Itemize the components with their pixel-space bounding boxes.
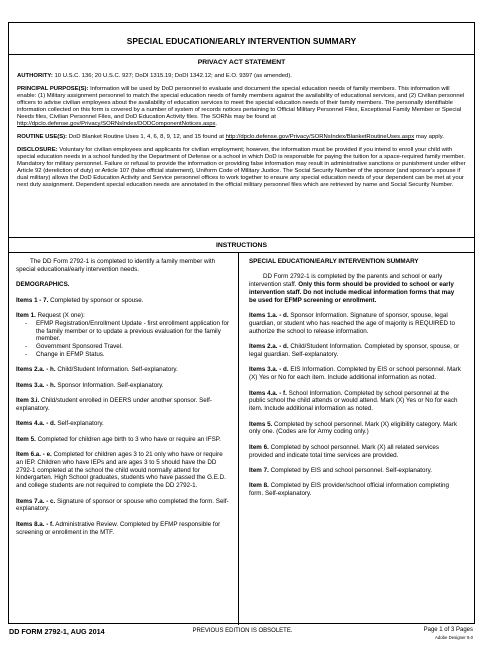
right-heading: SPECIAL EDUCATION/EARLY INTERVENTION SUMMARY [249,258,419,265]
item-text: Sponsor Information. Signature of sponsor, spouse, legal guardian, or student who has reached the age of majority is REQUIRED to authorize the school to release information. [249,312,456,335]
item-label: Items 3.a. - h. [16,381,56,389]
item-label: Item 8. [249,482,269,490]
right-intro [249,273,463,304]
item-label: Items 3.a. - d. [249,366,289,374]
item-text: EIS Information. Completed by EIS or school personnel. Mark (X) Yes or No for each item. Include additional information as noted. [249,366,461,382]
request-option: - Government Sponsored Travel. [16,343,230,351]
principal-purpose-paragraph: PRINCIPAL PURPOSE(S): Information will be used by DoD personnel to evaluate and document the special education needs of family members. This information will enable: (1) Military assignment personnel to match the special education needs of family members against the availability of educational services, and (2) Civilian personnel officers to advise civilian employees about the availability of education services to meet the special education needs of their family members. The personally identifiable information collected on this form is covered by a number of system of records notices pertaining to Official Military Personnel Files, Exceptional Family Member or Special Needs files, Civilian Personnel Files, and DoD Education Activity files. The SORNs may be found at http://dpclo.defense.gov/Privacy/SORNsIndex/DODComponentNotices.aspx. [17,85,465,128]
left-item [16,366,230,374]
item-text: Self-explanatory. [57,420,104,428]
item-text: Completed by EIS provider/school official information completing form. Self-explanatory. [249,482,450,498]
divider [9,54,474,55]
item-text: Sponsor Information. Self-explanatory. [57,381,164,389]
left-item [16,382,230,390]
instructions-left-column [16,258,230,544]
authority-text: 10 U.S.C. 136; 20 U.S.C. 927; DoDI 1315.19; DoDI 1342.12; and E.O. 9397 (as amended). [54,73,292,79]
right-item [249,343,463,359]
demographics-heading: DEMOGRAPHICS. [16,281,70,289]
left-item [16,521,230,537]
request-options-list [16,320,230,359]
privacy-act-statement [17,73,466,195]
left-item [16,397,230,413]
left-item [16,498,230,514]
authority-label: AUTHORITY: [17,73,53,79]
item-label: Items 4.a. - f. [249,389,287,397]
divider [9,237,474,238]
item-text: Completed for children ages 3 to 21 only who have or require an IEP. Children who have IEPs and are ages 3 to 5 should have the DD 2792-1 completed at the school the child would normally attend for kindergarten. High School graduates, students who have passed the G.E.D. and college students are not required to complete the DD 2792-1. [16,451,226,490]
item-text: Completed for children age birth to 3 who have or require an IFSP. [37,435,221,443]
item-label: Item 6. [249,443,269,451]
column-divider [238,252,239,625]
disclosure-text: Voluntary for civilian employees and applicants for civilian employment; however, the information must be provided if you intend to enroll your child with special education needs in a school funded by the Department of Defense or a school in which DoD is responsible for paying the tuition for a space-required family member. Mandatory for military personnel. Failure or refusal to provide the information or providing false information may result in administrative sanctions or punishment under either Article 92 (dereliction of duty) or Article 107 (false official statement), Uniform Code of Military Justice. The Social Security Number of the sponsor (and sponsor's spouse if dual military) allows the DoD Education Activity and Service personnel offices to work together to ensure any special education needs of your dependent can be met at your next duty assignment. Dependent special education needs are annotated in the official military personnel files which are retrieved by name and Social Security Number. [17,146,466,188]
item-label: Item 6.a. - e. [16,451,52,459]
item-label: Items 4.a. - d. [16,420,56,428]
left-item [16,297,230,305]
item-label: Items 2.a. - d. [249,343,289,351]
authority-paragraph [17,73,466,80]
item-label: Items 1.a. - d. [249,312,289,320]
item-label: Items 7.a. - c. [16,497,56,505]
right-item [249,421,463,437]
form-frame [8,22,475,624]
routine-uses-label: ROUTINE USE(S): [17,133,68,140]
page-count: Page 1 of 3 Pages [423,627,473,633]
blanket-routine-uses-link[interactable]: http://dpclo.defense.gov/Privacy/SORNsIndex/BlanketRoutineUses.aspx [225,133,415,140]
software-note: Adobe Designer 9.0 [435,635,473,640]
left-item [16,312,230,320]
sorn-link[interactable]: http://dpclo.defense.gov/Privacy/SORNsIndex/DODComponentNotices.aspx [17,121,216,128]
right-item [249,482,463,498]
item-text: Request (X one): [37,311,85,319]
disclosure-paragraph [17,147,466,190]
instructions-right-column [249,258,463,505]
privacy-act-heading: PRIVACY ACT STATEMENT [197,59,286,66]
item-text: Administrative Review. Completed by EFMP responsible for screening or enrollment in the MTF. [16,520,221,536]
routine-uses-paragraph [17,134,466,141]
item-label: Items 5. [249,420,273,428]
item-label: Items 1 - 7. [16,296,49,304]
item-label: Item 1. [16,311,36,319]
item-text: School Information. Completed by school personnel at the public school the child attends or would attend. Mark (X) Yes or No for each item. Include additional information as noted. [249,389,458,413]
item-text: Signature of sponsor or spouse who completed the form. Self-explanatory. [16,497,229,513]
routine-uses-tail: may apply. [415,133,444,140]
form-id: DD FORM 2792-1, AUG 2014 [9,627,105,636]
item-text: Child/Student Information. Completed by sponsor, spouse, or legal guardian. Self-explanatory. [249,343,460,358]
principal-purpose-label: PRINCIPAL PURPOSE(S): [17,85,89,92]
right-item [249,366,463,382]
item-text: Completed by EIS and school personnel. Self-explanatory. [270,466,432,474]
routine-uses-text: DoD Blanket Routine Uses 1, 4, 6, 8, 9, 12, and 15 found at [68,133,224,140]
right-item [249,312,463,335]
request-option: - EFMP Registration/Enrollment Update - first enrollment application for the family member or to update a previous evaluation for the family member. [16,320,230,343]
right-intro-emphasis: Only this form should be provided to school or early intervention staff. Do not include medical information forms that may be used for EFMP screening or enrollment. [249,281,455,304]
left-item [16,436,230,444]
previous-edition-note: PREVIOUS EDITION IS OBSOLETE. [192,628,293,634]
principal-purpose-text: Information will be used by DoD personnel to evaluate and document the special education needs of family members. This information will enable: (1) Military assignment personnel to match the special education needs of family members against the availability of educational services, and (2) Civilian personnel officers to advise civilian employees about the availability of education services to meet the special education needs of their family members. The personally identifiable information collected on this form is covered by a number of system of records notices pertaining to Official Military Personnel Files, Exceptional Family Member or Special Needs files, Civilian Personnel Files, and DoD Education Activity files. The SORNs may be found at [17,85,465,121]
divider [9,252,474,253]
item-label: Items 8.a. - f. [16,520,54,528]
item-text: Completed by school personnel. Mark (X) eligibility category. Mark only one. (Codes are for Army coding only.) [249,420,457,436]
right-item [249,444,463,460]
item-text: Completed by school personnel. Mark (X) all related services provided and indicate total time services are provided. [249,443,440,459]
left-intro: The DD Form 2792-1 is completed to identify a family member with special educational/early intervention needs. [16,258,216,273]
item-label: Item 7. [249,466,269,474]
item-label: Item 3.i. [16,397,40,405]
item-text: Child/Student Information. Self-explanatory. [57,366,178,374]
left-item [16,420,230,428]
left-item [16,451,230,490]
disclosure-label: DISCLOSURE: [17,146,58,153]
right-item [249,390,463,413]
item-label: Item 5. [16,435,36,443]
form-title: SPECIAL EDUCATION/EARLY INTERVENTION SUMMARY [126,36,357,46]
request-option: - Change in EFMP Status. [16,351,230,359]
right-item [249,467,463,475]
right-intro-text: DD Form 2792-1 is completed by the parents and school or early intervention staff. [249,273,443,289]
item-text: Child/student enrolled in DEERS under another sponsor. Self-explanatory. [16,397,212,412]
item-text: Completed by sponsor or spouse. [50,296,144,304]
instructions-heading: INSTRUCTIONS [216,242,267,249]
item-label: Items 2.a. - h. [16,366,56,374]
